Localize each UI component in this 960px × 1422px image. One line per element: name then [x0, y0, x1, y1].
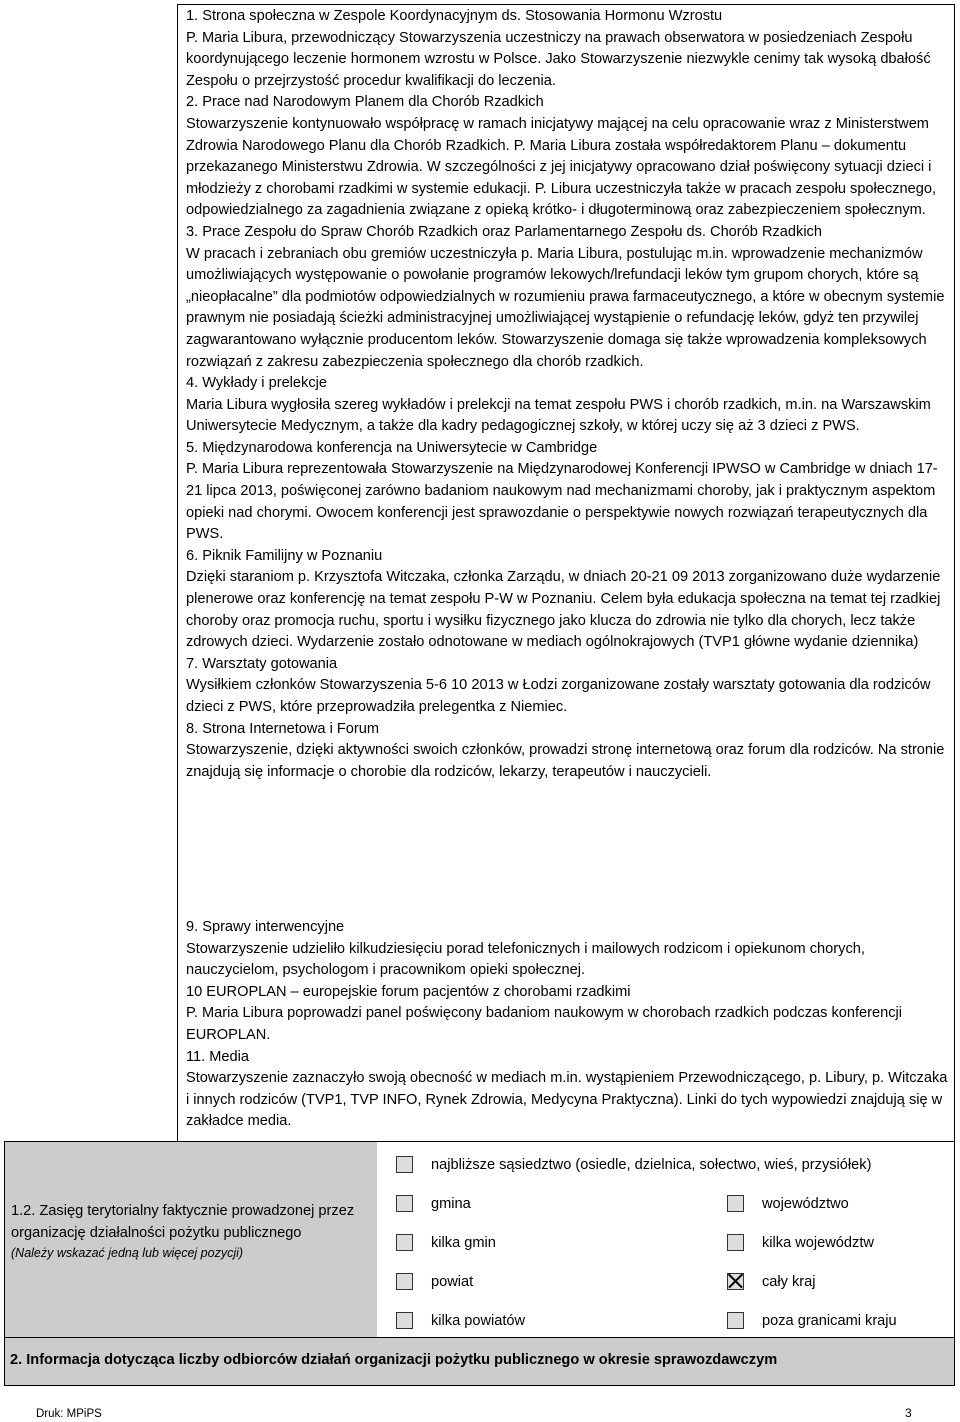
section-label: [11, 1200, 371, 1262]
option-label: kilka gmin: [431, 1234, 496, 1251]
checkbox-icon[interactable]: [396, 1195, 413, 1212]
option-neighbourhood[interactable]: [396, 1156, 871, 1173]
heading-1: 1. Strona społeczna w Zespole Koordynacyjnym ds. Stosowania Hormonu Wzrostu: [186, 8, 723, 24]
option-label: kilka powiatów: [431, 1312, 526, 1329]
territorial-scope-section: [4, 1141, 955, 1338]
footer-print-label: Druk: MPiPS: [36, 1408, 102, 1420]
option-label: najbliższe sąsiedztwo (osiedle, dzielnica, sołectwo, wieś, przysiółek): [431, 1156, 872, 1173]
option-label: gmina: [431, 1195, 471, 1212]
option-label: poza granicami kraju: [762, 1312, 897, 1329]
checkbox-icon[interactable]: [396, 1312, 413, 1329]
heading-10: 10 EUROPLAN – europejskie forum pacjentów z chorobami rzadkimi: [186, 983, 631, 1000]
option-label: cały kraj: [762, 1273, 816, 1290]
option-powiat[interactable]: [396, 1273, 473, 1290]
paragraph-9: Stowarzyszenie udzieliło kilkudziesięciu porad telefonicznych i mailowych rodzicom i opiekunom chorych, nauczycielom, psychologom i pracownikom opieki społecznej.: [186, 940, 865, 979]
page-number: 3: [905, 1406, 912, 1420]
heading-7: 7. Warsztaty gotowania: [186, 655, 338, 672]
checked-checkbox-icon[interactable]: [727, 1273, 744, 1290]
checkbox-icon[interactable]: [727, 1234, 744, 1251]
heading-9: 9. Sprawy interwencyjne: [186, 919, 345, 935]
section-2-title: 2. Informacja dotycząca liczby odbiorców działań organizacji pożytku publicznego w okresie sprawozdawczym: [10, 1352, 778, 1368]
checkbox-icon[interactable]: [396, 1156, 413, 1173]
paragraph-5: P. Maria Libura reprezentowała Stowarzyszenie na Międzynarodowej Konferencji IPWSO w Cambridge w dniach 17-21 lipca 2013, poświęconej zarówno badaniom naukowym nad mechanizmami choroby, jak i praktycznym aspektom opieki nad chorymi. Owocem konferencji jest sprawozdanie o perspektywie nowych rozwiązań terapeutycznych dla PWS.: [186, 461, 938, 543]
checkbox-icon[interactable]: [396, 1234, 413, 1251]
checkbox-icon[interactable]: [727, 1312, 744, 1329]
paragraph-3: W pracach i zebraniach obu gremiów uczestniczyła p. Maria Libura, postulując m.in. wprowadzenie mechanizmów umożliwiających występowanie o powołanie programów lekowych/lrefundacji leków tym grupom chorych, które są „nieopłacalne” dla podmiotów odpowiedzialnych w rozumieniu prawa farmaceutycznego, a które w obecnym systemie prawnym nie posiadają ścieżki administracyjnej umożliwiającej wystąpienie o refundację leków, gdyż ten przywilej zagwarantowano wyłącznie producentom leków. Stowarzyszenie domaga się także wprowadzenia kompleksowych rozwiązań z zakresu zabezpieczenia społecznego dla chorób rzadkich.: [186, 245, 945, 370]
paragraph-8: Stowarzyszenie, dzięki aktywności swoich członków, prowadzi stronę internetową oraz forum dla rodziców. Na stronie znajdują się informacje o chorobie dla rodziców, lekarzy, terapeutów i nauczycieli.: [186, 742, 945, 780]
option-caly-kraj[interactable]: [727, 1273, 816, 1290]
option-kilka-gmin[interactable]: [396, 1234, 496, 1251]
section-title: 1.2. Zasięg terytorialny faktycznie prowadzonej przez organizację działalności pożytku publicznego: [11, 1203, 355, 1241]
heading-6: 6. Piknik Familijny w Poznaniu: [186, 547, 383, 564]
activities-text-lower: [186, 917, 948, 1133]
paragraph-10: P. Maria Libura poprowadzi panel poświęcony badaniom naukowym w chorobach rzadkich podczas konferencji EUROPLAN.: [186, 1005, 903, 1043]
option-label: kilka województw: [762, 1234, 874, 1251]
section-note: (Należy wskazać jedną lub więcej pozycji): [11, 1246, 244, 1260]
paragraph-1: P. Maria Libura, przewodniczący Stowarzyszenia uczestniczy na prawach obserwatora w posiedzeniach Zespołu koordynującego leczenie hormonem wzrostu w Polsce. Jako Stowarzyszenie niezwykle cenimy tak wysoką dbałość Zespołu o przejrzystość procedur kwalifikacji do leczenia.: [186, 29, 931, 89]
paragraph-6: Dzięki staraniom p. Krzysztofa Witczaka, członka Zarządu, w dniach 20-21 09 2013 zorganizowano duże wydarzenie plenerowe oraz konferencję na temat zespołu P-W w Poznaniu. Celem była edukacja społeczna na temat tej rzadkiej choroby oraz promocja ruchu, sportu i wysiłku fizycznego jako klucza do zdrowia nie tylko dla chorych, lecz także zdrowych dzieci. Wydarzenie zostało odnotowane w mediach ogólnokrajowych (TVP1 główne wydanie dziennika): [186, 569, 941, 651]
option-wojewodztwo[interactable]: [727, 1195, 849, 1212]
heading-2: 2. Prace nad Narodowym Planem dla Chorób Rzadkich: [186, 94, 544, 111]
option-kilka-powiatow[interactable]: [396, 1312, 525, 1329]
option-poza-granicami[interactable]: [727, 1312, 897, 1329]
option-label: powiat: [431, 1273, 474, 1290]
checkbox-icon[interactable]: [396, 1273, 413, 1290]
option-kilka-wojewodztw[interactable]: [727, 1234, 874, 1251]
paragraph-4: Maria Libura wygłosiła szereg wykładów i prelekcji na temat zespołu PWS i chorób rzadkich, m.in. na Warszawskim Uniwersytecie Medycznym, a także dla kadry pedagogicznej szkoły, w której uczy się aż 3 dzieci z PWS.: [186, 396, 931, 435]
heading-11: 11. Media: [186, 1048, 250, 1065]
section-2-header: [4, 1338, 955, 1386]
heading-5: 5. Międzynarodowa konferencja na Uniwersytecie w Cambridge: [186, 439, 598, 456]
paragraph-2: Stowarzyszenie kontynuowało współpracę w ramach inicjatywy mającej na celu opracowanie wraz z Ministerstwem Zdrowia Narodowego Planu dla Chorób Rzadkich. P. Maria Libura została współredaktorem Planu – dokumentu przekazanego Ministerstwu Zdrowia. W szczególności z jej inicjatywy opracowano dział poświęcony sytuacji dzieci i młodzieży z chorobami rzadkimi w systemie edukacji. P. Libura uczestniczyła także w pracach zespołu społecznego, odpowiedzialnego za zagadnienia związane z opieką krótko- i długoterminową oraz zabezpieczeniem społecznym.: [186, 115, 937, 219]
paragraph-11: Stowarzyszenie zaznaczyło swoją obecność w mediach m.in. wystąpieniem Przewodniczącego, p. Libury, p. Witczaka i innych rodziców (TVP1, TVP INFO, Rynek Zdrowia, Medycyna Praktyczna). Linki do tych wypowiedzi znajdują się w zakładce media.: [186, 1070, 948, 1130]
option-label: województwo: [762, 1195, 849, 1212]
heading-3: 3. Prace Zespołu do Spraw Chorób Rzadkich oraz Parlamentarnego Zespołu ds. Chorób Rzadkich: [186, 223, 822, 240]
checkbox-icon[interactable]: [727, 1195, 744, 1212]
paragraph-7: Wysiłkiem członków Stowarzyszenia 5-6 10 2013 w Łodzi zorganizowane zostały warsztaty gotowania dla rodziców dzieci z PWS, które przeprowadziła prelegentka z Niemiec.: [186, 677, 931, 715]
heading-8: 8. Strona Internetowa i Forum: [186, 720, 380, 737]
heading-4: 4. Wykłady i prelekcje: [186, 375, 327, 392]
option-gmina[interactable]: [396, 1195, 471, 1212]
activities-text-upper: [186, 6, 948, 783]
